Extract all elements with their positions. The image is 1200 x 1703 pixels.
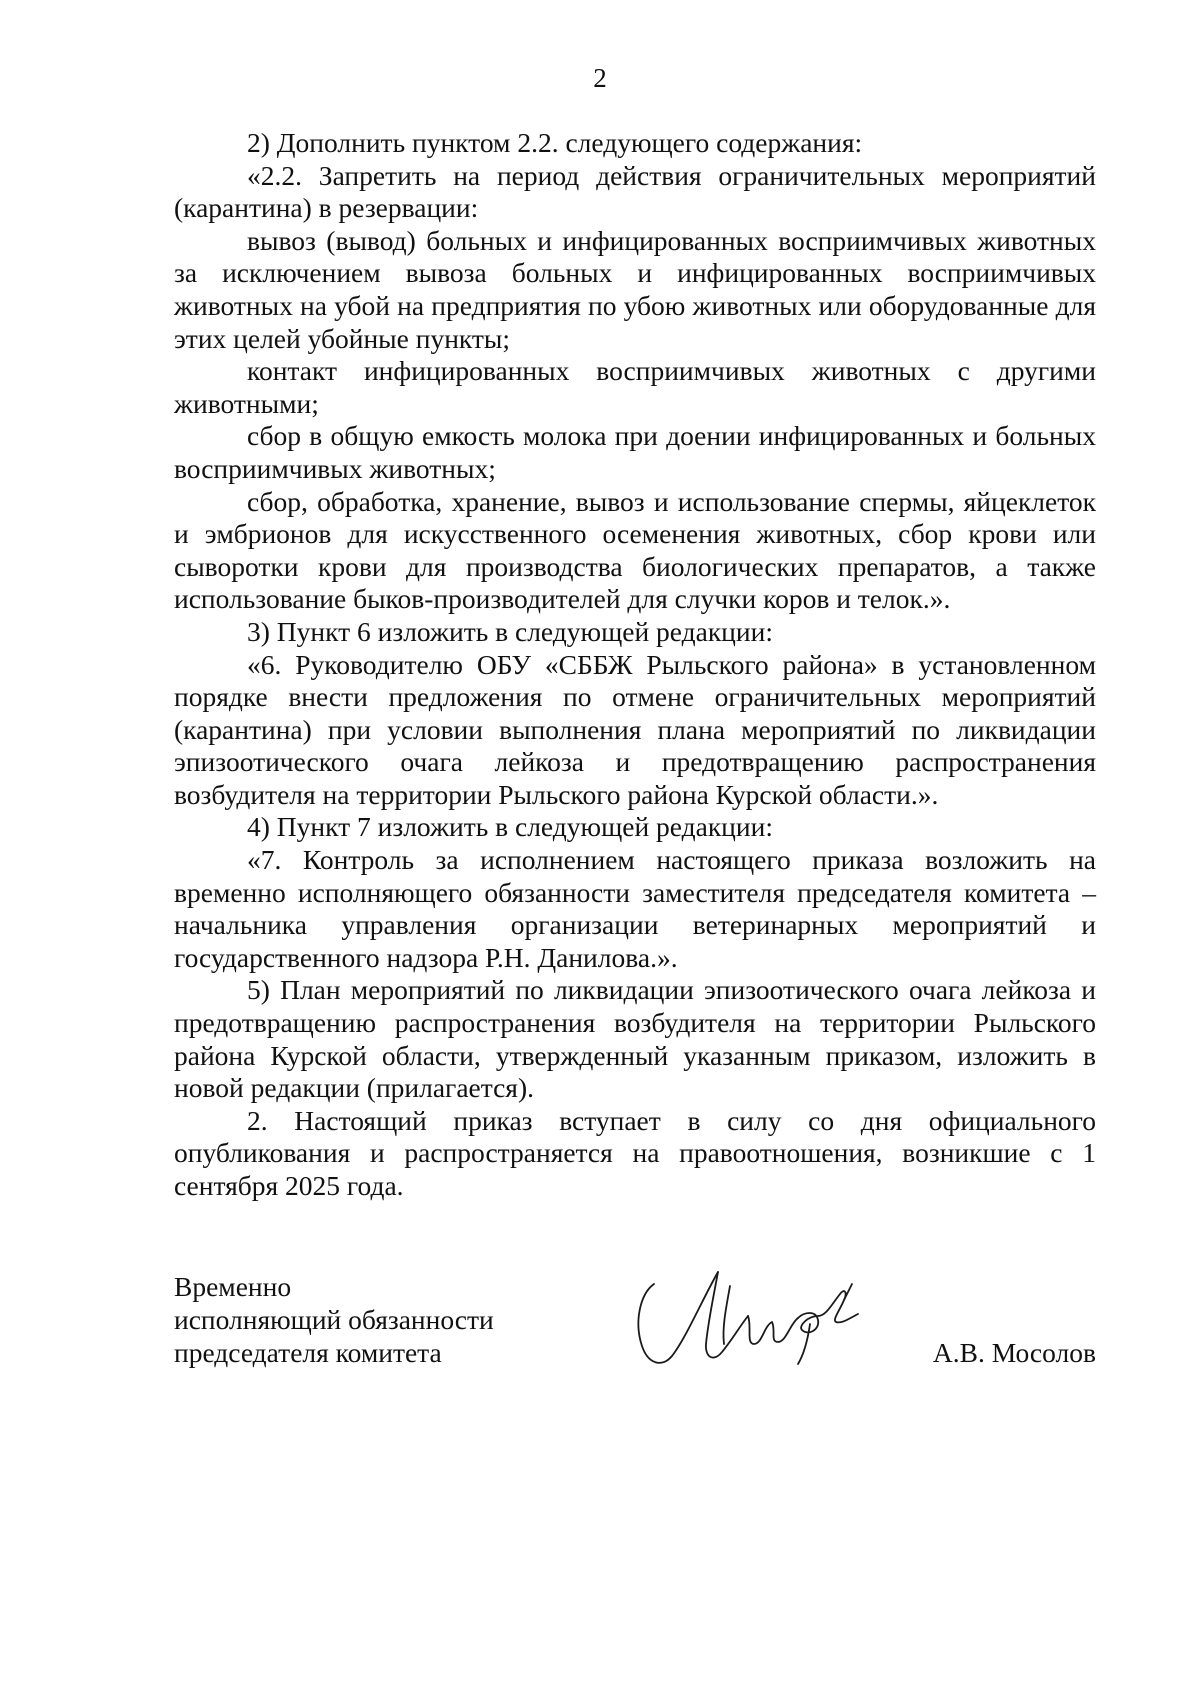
paragraph: сбор в общую емкость молока при доении инфицированных и больных восприимчивых животных;	[174, 420, 1096, 484]
signatory-position-line: исполняющий обязанности	[174, 1304, 494, 1335]
signatory-position	[174, 1270, 574, 1369]
paragraph: сбор, обработка, хранение, вывоз и использование спермы, яйцеклеток и эмбрионов для искусственного осеменения животных, сбор крови или сыворотки крови для производства биологических препаратов, а также использование быков-производителей для случки коров и телок.».	[174, 485, 1096, 615]
paragraph: вывоз (вывод) больных и инфицированных восприимчивых животных за исключением вывоза больных и инфицированных восприимчивых животных на убой на предприятия по убою животных или оборудованные для этих целей убойные пункты;	[174, 224, 1096, 354]
page-number: 2	[593, 63, 607, 93]
signatory-position-line: председателя комитета	[174, 1337, 442, 1368]
paragraph: 5) План мероприятий по ликвидации эпизоотического очага лейкоза и предотвращению распространения возбудителя на территории Рыльского района Курской области, утвержденный указанным приказом, изложить в новой редакции (прилагается).	[174, 974, 1096, 1104]
signature-block	[174, 1270, 1096, 1410]
paragraph: «6. Руководителю ОБУ «СББЖ Рыльского района» в установленном порядке внести предложения по отмене ограничительных мероприятий (карантина) при условии выполнения плана мероприятий по ликвидации эпизоотического очага лейкоза и предотвращению распространения возбудителя на территории Рыльского района Курской области.».	[174, 648, 1096, 810]
signatory-name: А.В. Мосолов	[932, 1337, 1096, 1368]
paragraph: «2.2. Запретить на период действия ограничительных мероприятий (карантина) в резервации:	[174, 159, 1096, 224]
paragraph: «7. Контроль за исполнением настоящего приказа возложить на временно исполняющего обязанности заместителя председателя комитета – начальника управления организации ветеринарных мероприятий и государственного надзора Р.Н. Данилова.».	[174, 844, 1096, 973]
handwritten-signature	[622, 1264, 872, 1384]
paragraph: контакт инфицированных восприимчивых животных с другими животными;	[174, 355, 1096, 419]
paragraph: 4) Пункт 7 изложить в следующей редакции:	[247, 811, 773, 843]
paragraph: 2. Настоящий приказ вступает в силу со дня официального опубликования и распространяется на правоотношения, возникшие с 1 сентября 2025 года.	[174, 1104, 1096, 1201]
paragraph: 3) Пункт 6 изложить в следующей редакции:	[247, 615, 773, 647]
document-body	[174, 127, 1096, 1203]
signatory-position-line: Временно	[174, 1271, 292, 1302]
paragraph: 2) Дополнить пунктом 2.2. следующего содержания:	[247, 127, 863, 158]
